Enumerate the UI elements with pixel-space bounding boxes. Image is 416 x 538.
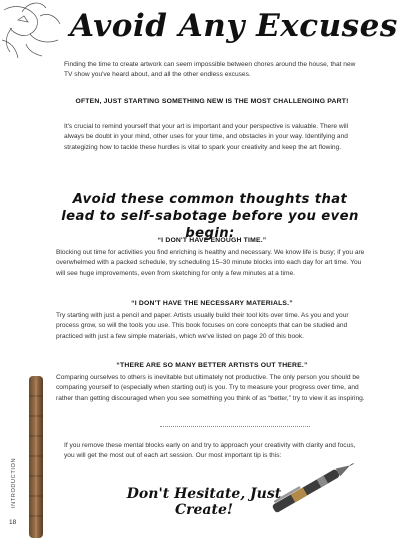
pen-illustration — [260, 448, 360, 528]
section-divider — [160, 426, 310, 427]
final-paragraph: If you remove these mental blocks early on and try to approach your creativity with clarity and focus, you will get the most out of each art session. Our most important tip is this: — [64, 442, 356, 460]
closing-tagline: Don't Hesitate, Just Create! — [126, 486, 282, 518]
section-body-better-artists: Comparing ourselves to others is inevitable but ultimately not productive. The only person you should be comparing yourself to (especially when starting out) is you. Try to measure your progress over time, and rather than getting discouraged when you see something you think of as “better,” try to view it as inspiring. — [56, 374, 365, 402]
section-heading-materials: “I DON'T HAVE THE NECESSARY MATERIALS.” — [131, 300, 293, 307]
dragon-sketch-illustration — [0, 0, 70, 60]
section-heading-better-artists: “THERE ARE SO MANY BETTER ARTISTS OUT THERE.” — [116, 362, 308, 369]
chapter-side-label: INTRODUCTION — [11, 457, 17, 508]
pencil-illustration — [26, 376, 46, 538]
intro-paragraph: Finding the time to create artwork can seem impossible between chores around the house, that new TV show you've heard about, and all the other endless excuses. — [64, 61, 356, 79]
section-subheading: Avoid these common thoughts that lead to self-sabotage before you even begin: — [61, 192, 359, 241]
body-paragraph: It's crucial to remind yourself that your art is important and your perspective is valuable. There will always be doubt in your mind, other uses for your time, and obstacles in your way. Identifying and strategizing how to tackle these hurdles is vital to spark your creativity and keep the art flowing. — [64, 123, 349, 151]
callout-heading: OFTEN, JUST STARTING SOMETHING NEW IS THE MOST CHALLENGING PART! — [75, 98, 349, 105]
section-heading-time: “I DON'T HAVE ENOUGH TIME.” — [157, 237, 267, 244]
page-number: 18 — [9, 519, 17, 526]
page-title: Avoid Any Excuses — [70, 8, 398, 44]
section-body-time: Blocking out time for activities you find enriching is healthy and necessary. We know life is busy; if you are overwhelmed with a packed schedule, try scheduling 15–30 minute blocks into each day for art time. You will see huge improvements, even from sketching for only a few minutes at a time. — [56, 249, 365, 277]
section-body-materials: Try starting with just a pencil and paper. Artists usually build their tool kits over time. As you and your process grow, so will the tools you use. This book focuses on core concepts that can be studied and practiced with just a few simple materials, which we've listed on page 20 of this book. — [56, 312, 349, 340]
